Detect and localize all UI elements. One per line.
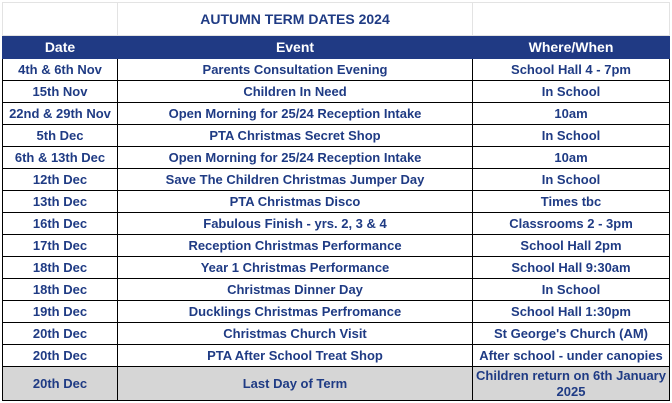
event-cell: Parents Consultation Evening: [118, 59, 473, 81]
date-cell: 18th Dec: [3, 279, 118, 301]
where-when-cell: Children return on 6th January 2025: [473, 367, 670, 401]
table-row: [3, 323, 670, 345]
date-cell: 4th & 6th Nov: [3, 59, 118, 81]
event-cell: PTA Christmas Secret Shop: [118, 125, 473, 147]
where-when-cell: 10am: [473, 103, 670, 125]
column-header-date: Date: [3, 36, 118, 59]
header-row: [3, 36, 670, 59]
where-when-cell: In School: [473, 125, 670, 147]
table-row: [3, 345, 670, 367]
event-cell: Ducklings Christmas Perfromance: [118, 301, 473, 323]
table-row: [3, 191, 670, 213]
date-cell: 20th Dec: [3, 323, 118, 345]
date-cell: 15th Nov: [3, 81, 118, 103]
event-cell: Christmas Dinner Day: [118, 279, 473, 301]
column-header-event: Event: [118, 36, 473, 59]
date-cell: 5th Dec: [3, 125, 118, 147]
where-when-cell: In School: [473, 169, 670, 191]
table-row: [3, 213, 670, 235]
event-cell: Reception Christmas Performance: [118, 235, 473, 257]
title-empty-cell-right: [473, 3, 670, 36]
date-cell: 13th Dec: [3, 191, 118, 213]
where-when-cell: Times tbc: [473, 191, 670, 213]
event-cell: Year 1 Christmas Performance: [118, 257, 473, 279]
term-dates-table: [2, 2, 670, 401]
table-row: [3, 103, 670, 125]
last-day-row: [3, 367, 670, 401]
date-cell: 22nd & 29th Nov: [3, 103, 118, 125]
column-header-where-when: Where/When: [473, 36, 670, 59]
where-when-cell: St George's Church (AM): [473, 323, 670, 345]
where-when-cell: In School: [473, 279, 670, 301]
event-cell: Children In Need: [118, 81, 473, 103]
event-cell: Christmas Church Visit: [118, 323, 473, 345]
event-cell: Fabulous Finish - yrs. 2, 3 & 4: [118, 213, 473, 235]
table-row: [3, 147, 670, 169]
where-when-cell: School Hall 2pm: [473, 235, 670, 257]
table-row: [3, 59, 670, 81]
where-when-cell: In School: [473, 81, 670, 103]
date-cell: 6th & 13th Dec: [3, 147, 118, 169]
date-cell: 18th Dec: [3, 257, 118, 279]
event-cell: PTA After School Treat Shop: [118, 345, 473, 367]
where-when-cell: School Hall 1:30pm: [473, 301, 670, 323]
table-row: [3, 301, 670, 323]
date-cell: 19th Dec: [3, 301, 118, 323]
page-title: AUTUMN TERM DATES 2024: [118, 3, 473, 36]
date-cell: 16th Dec: [3, 213, 118, 235]
where-when-cell: School Hall 4 - 7pm: [473, 59, 670, 81]
event-cell: Open Morning for 25/24 Reception Intake: [118, 103, 473, 125]
where-when-cell: School Hall 9:30am: [473, 257, 670, 279]
term-dates-sheet: [2, 2, 669, 401]
table-row: [3, 257, 670, 279]
where-when-cell: After school - under canopies: [473, 345, 670, 367]
table-row: [3, 125, 670, 147]
table-row: [3, 279, 670, 301]
title-row: [3, 3, 670, 36]
table-row: [3, 81, 670, 103]
event-cell: PTA Christmas Disco: [118, 191, 473, 213]
table-row: [3, 169, 670, 191]
date-cell: 20th Dec: [3, 367, 118, 401]
event-cell: Open Morning for 25/24 Reception Intake: [118, 147, 473, 169]
table-row: [3, 235, 670, 257]
title-empty-cell-left: [3, 3, 118, 36]
where-when-cell: Classrooms 2 - 3pm: [473, 213, 670, 235]
where-when-cell: 10am: [473, 147, 670, 169]
event-cell: Last Day of Term: [118, 367, 473, 401]
event-cell: Save The Children Christmas Jumper Day: [118, 169, 473, 191]
date-cell: 17th Dec: [3, 235, 118, 257]
date-cell: 20th Dec: [3, 345, 118, 367]
date-cell: 12th Dec: [3, 169, 118, 191]
